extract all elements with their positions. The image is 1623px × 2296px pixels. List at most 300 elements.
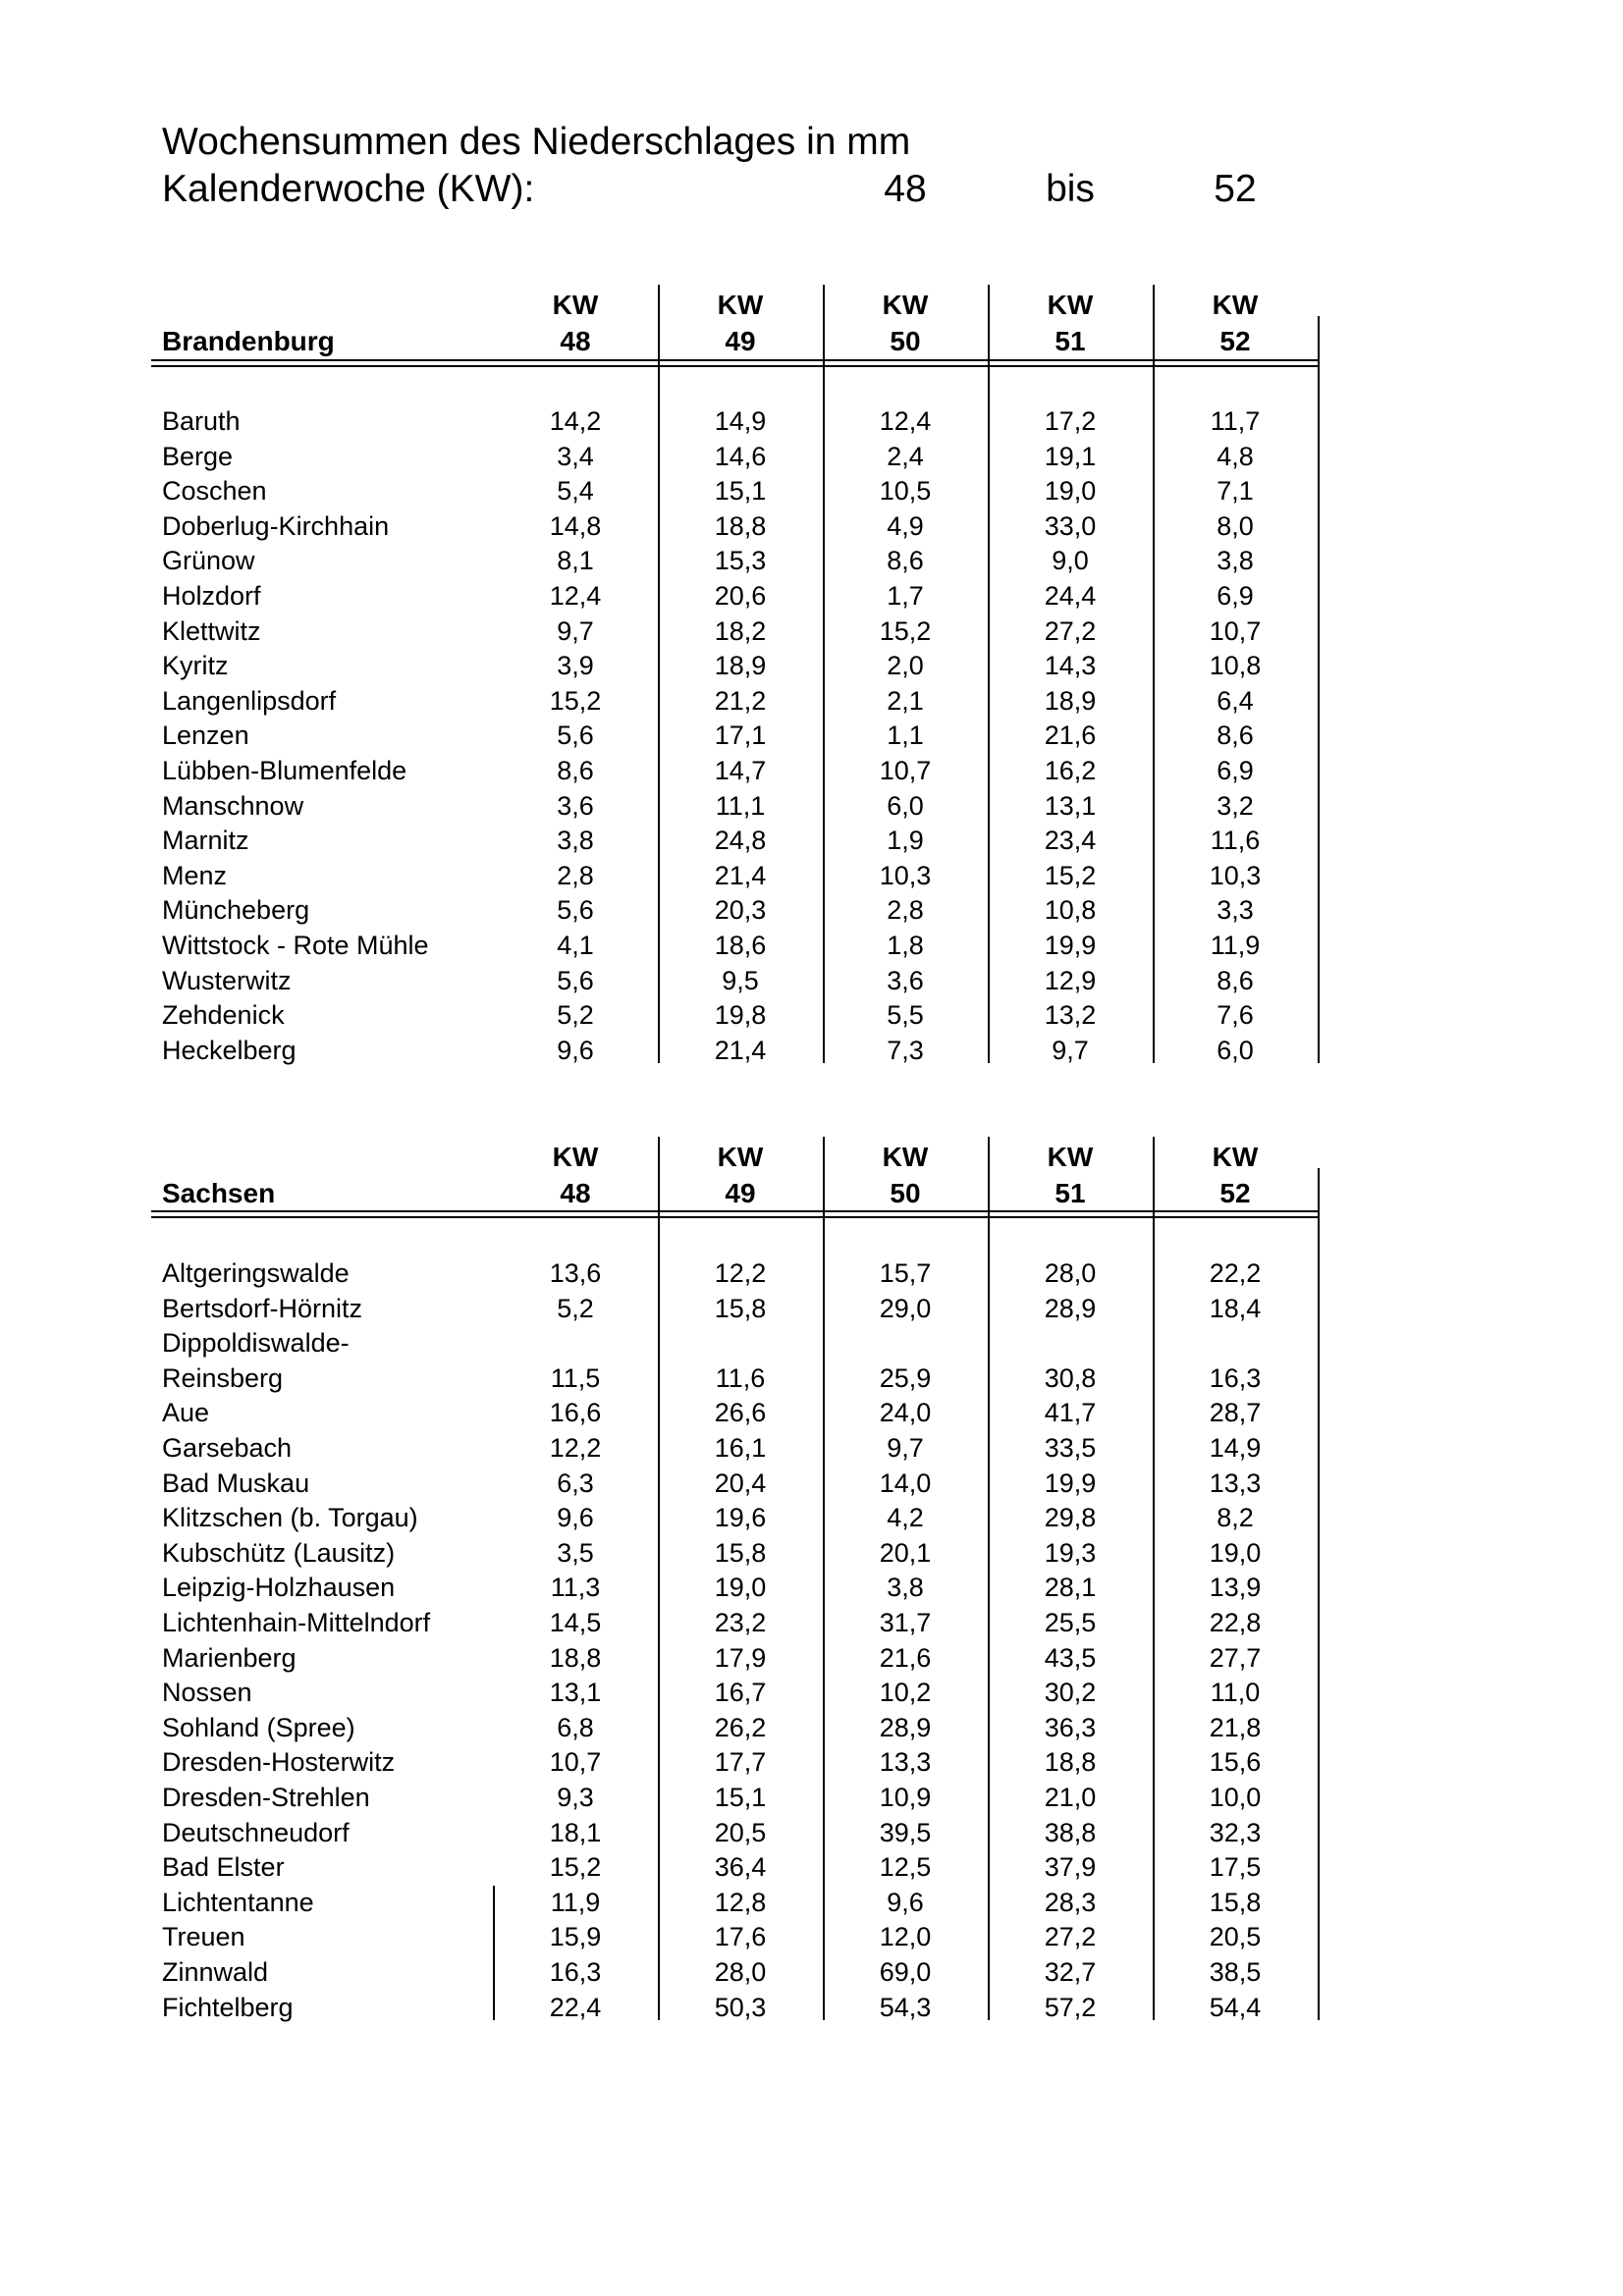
precipitation-value: 1,9 xyxy=(887,826,924,856)
table-row xyxy=(0,1641,1623,1675)
station-name: Leipzig-Holzhausen xyxy=(162,1573,396,1603)
precipitation-value: 8,6 xyxy=(1217,965,1254,995)
column-header-kw: KW xyxy=(882,290,929,320)
header-rule xyxy=(151,1216,1320,1218)
precipitation-value: 28,0 xyxy=(1044,1258,1097,1288)
table-row xyxy=(0,719,1623,752)
precipitation-value: 12,8 xyxy=(714,1887,767,1917)
precipitation-value: 20,6 xyxy=(714,581,767,611)
precipitation-value: 5,6 xyxy=(557,965,594,995)
table-row xyxy=(0,1920,1623,1953)
station-name: Berge xyxy=(162,441,234,471)
precipitation-value: 57,2 xyxy=(1044,1992,1097,2022)
table-row xyxy=(0,998,1623,1032)
table-row xyxy=(0,1326,1623,1360)
station-name: Bad Muskau xyxy=(162,1468,310,1498)
precipitation-value: 28,9 xyxy=(879,1712,932,1742)
precipitation-value: 10,3 xyxy=(1209,860,1262,890)
precipitation-value: 11,9 xyxy=(550,1887,601,1917)
precipitation-value: 15,2 xyxy=(549,1852,602,1883)
precipitation-value: 8,6 xyxy=(887,546,924,576)
station-name: Lenzen xyxy=(162,721,249,751)
station-name: Lichtentanne xyxy=(162,1887,314,1917)
table-row xyxy=(0,1745,1623,1779)
precipitation-value: 14,3 xyxy=(1044,651,1097,681)
precipitation-value: 10,9 xyxy=(879,1783,932,1812)
precipitation-value: 19,1 xyxy=(1044,441,1097,471)
precipitation-value: 12,4 xyxy=(549,581,602,611)
precipitation-value: 6,9 xyxy=(1217,756,1254,785)
precipitation-value: 26,2 xyxy=(714,1712,767,1742)
precipitation-value: 9,7 xyxy=(557,615,594,646)
precipitation-value: 15,7 xyxy=(879,1258,932,1288)
precipitation-value: 32,7 xyxy=(1044,1957,1097,1987)
precipitation-value: 7,6 xyxy=(1217,1000,1254,1031)
precipitation-value: 31,7 xyxy=(879,1608,932,1637)
table-row xyxy=(0,754,1623,787)
precipitation-value: 12,2 xyxy=(714,1258,767,1288)
precipitation-value: 22,4 xyxy=(549,1992,602,2022)
station-name: Aue xyxy=(162,1398,210,1428)
precipitation-value: 28,3 xyxy=(1044,1887,1097,1917)
table-row xyxy=(0,544,1623,577)
precipitation-value: 17,5 xyxy=(1209,1852,1262,1883)
table-row xyxy=(0,1467,1623,1500)
header-rule xyxy=(151,359,1320,361)
header-rule xyxy=(151,365,1320,367)
table-row xyxy=(0,1362,1623,1395)
station-name: Deutschneudorf xyxy=(162,1817,350,1847)
precipitation-value: 29,0 xyxy=(879,1293,932,1323)
precipitation-value: 20,1 xyxy=(879,1537,932,1568)
station-name: Doberlug-Kirchhain xyxy=(162,510,390,541)
precipitation-value: 11,0 xyxy=(1210,1678,1261,1708)
precipitation-value: 21,8 xyxy=(1209,1712,1262,1742)
table-row xyxy=(0,1955,1623,1989)
precipitation-value: 21,4 xyxy=(714,860,767,890)
station-name: Heckelberg xyxy=(162,1035,297,1065)
precipitation-value: 26,6 xyxy=(714,1398,767,1428)
precipitation-value: 6,8 xyxy=(557,1712,594,1742)
precipitation-value: 19,9 xyxy=(1044,931,1097,960)
station-name: Müncheberg xyxy=(162,895,310,926)
column-header-week: 52 xyxy=(1219,326,1251,356)
precipitation-value: 21,4 xyxy=(714,1035,767,1065)
precipitation-value: 6,4 xyxy=(1217,685,1254,716)
station-name: Lichtenhain-Mittelndorf xyxy=(162,1608,431,1637)
table-row xyxy=(0,1034,1623,1067)
precipitation-value: 5,6 xyxy=(557,721,594,751)
precipitation-value: 11,6 xyxy=(715,1362,766,1393)
table-row xyxy=(0,1571,1623,1604)
precipitation-value: 39,5 xyxy=(879,1817,932,1847)
column-header-week: 50 xyxy=(890,1178,921,1208)
station-name: Bertsdorf-Hörnitz xyxy=(162,1293,363,1323)
table-row xyxy=(0,1676,1623,1709)
precipitation-value: 21,6 xyxy=(1044,721,1097,751)
precipitation-value: 28,0 xyxy=(714,1957,767,1987)
precipitation-value: 13,1 xyxy=(1044,790,1097,821)
precipitation-value: 2,0 xyxy=(887,651,924,681)
precipitation-value: 9,5 xyxy=(722,965,759,995)
precipitation-value: 5,5 xyxy=(887,1000,924,1031)
precipitation-value: 12,9 xyxy=(1044,965,1097,995)
precipitation-value: 28,9 xyxy=(1044,1293,1097,1323)
precipitation-value: 1,7 xyxy=(887,581,924,611)
precipitation-value: 11,9 xyxy=(1210,931,1261,960)
precipitation-value: 11,7 xyxy=(1210,406,1261,436)
column-header-kw: KW xyxy=(882,1142,929,1172)
precipitation-value: 10,3 xyxy=(879,860,932,890)
precipitation-value: 4,9 xyxy=(887,510,924,541)
station-name: Garsebach xyxy=(162,1433,293,1463)
precipitation-value: 15,8 xyxy=(1209,1887,1262,1917)
precipitation-value: 8,1 xyxy=(557,546,594,576)
precipitation-value: 15,8 xyxy=(714,1293,767,1323)
period-from: 48 xyxy=(884,168,927,210)
station-name: Dippoldiswalde- xyxy=(162,1328,350,1359)
precipitation-value: 18,1 xyxy=(549,1817,602,1847)
precipitation-value: 12,2 xyxy=(549,1433,602,1463)
table-row xyxy=(0,1396,1623,1429)
precipitation-value: 38,8 xyxy=(1044,1817,1097,1847)
precipitation-value: 28,7 xyxy=(1209,1398,1262,1428)
precipitation-value: 6,9 xyxy=(1217,581,1254,611)
precipitation-value: 33,5 xyxy=(1044,1433,1097,1463)
table-row xyxy=(0,1991,1623,2024)
precipitation-value: 18,8 xyxy=(714,510,767,541)
precipitation-value: 21,6 xyxy=(879,1642,932,1673)
precipitation-value: 14,9 xyxy=(1209,1433,1262,1463)
precipitation-value: 50,3 xyxy=(714,1992,767,2022)
precipitation-value: 3,3 xyxy=(1217,895,1254,926)
precipitation-value: 19,6 xyxy=(714,1503,767,1533)
precipitation-value: 8,0 xyxy=(1217,510,1254,541)
precipitation-value: 20,5 xyxy=(1209,1922,1262,1952)
table-row xyxy=(0,649,1623,682)
precipitation-value: 9,3 xyxy=(557,1783,594,1812)
precipitation-value: 17,2 xyxy=(1044,406,1097,436)
precipitation-value: 38,5 xyxy=(1209,1957,1262,1987)
precipitation-value: 33,0 xyxy=(1044,510,1097,541)
precipitation-value: 2,8 xyxy=(887,895,924,926)
precipitation-value: 9,0 xyxy=(1052,546,1089,576)
table-row xyxy=(0,579,1623,613)
precipitation-value: 5,2 xyxy=(557,1000,594,1031)
header-rule xyxy=(151,1210,1320,1212)
table-row xyxy=(0,893,1623,927)
table-row xyxy=(0,1606,1623,1639)
precipitation-value: 15,2 xyxy=(879,615,932,646)
column-header-week: 48 xyxy=(560,326,591,356)
precipitation-value: 15,2 xyxy=(549,685,602,716)
station-name: Dresden-Hosterwitz xyxy=(162,1747,396,1778)
column-header-week: 49 xyxy=(725,326,756,356)
column-header-kw: KW xyxy=(717,1142,764,1172)
precipitation-value: 19,3 xyxy=(1044,1537,1097,1568)
precipitation-value: 12,5 xyxy=(879,1852,932,1883)
precipitation-value: 3,8 xyxy=(557,826,594,856)
precipitation-value: 18,9 xyxy=(1044,685,1097,716)
table-row xyxy=(0,789,1623,823)
precipitation-value: 4,8 xyxy=(1217,441,1254,471)
precipitation-value: 9,7 xyxy=(887,1433,924,1463)
precipitation-value: 9,6 xyxy=(887,1887,924,1917)
station-name: Manschnow xyxy=(162,790,304,821)
precipitation-value: 29,8 xyxy=(1044,1503,1097,1533)
precipitation-value: 10,0 xyxy=(1209,1783,1262,1812)
station-name: Dresden-Strehlen xyxy=(162,1783,370,1812)
station-name: Bad Elster xyxy=(162,1852,285,1883)
precipitation-value: 22,8 xyxy=(1209,1608,1262,1637)
precipitation-value: 18,6 xyxy=(714,931,767,960)
station-name: Klettwitz xyxy=(162,615,261,646)
precipitation-value: 9,6 xyxy=(557,1035,594,1065)
precipitation-value: 19,0 xyxy=(1209,1537,1262,1568)
precipitation-value: 6,0 xyxy=(887,790,924,821)
precipitation-value: 36,3 xyxy=(1044,1712,1097,1742)
precipitation-value: 10,8 xyxy=(1044,895,1097,926)
table-row xyxy=(0,1431,1623,1465)
station-name: Marienberg xyxy=(162,1642,297,1673)
precipitation-value: 43,5 xyxy=(1044,1642,1097,1673)
precipitation-value: 2,1 xyxy=(887,685,924,716)
precipitation-value: 30,8 xyxy=(1044,1362,1097,1393)
precipitation-value: 3,8 xyxy=(887,1573,924,1603)
precipitation-value: 15,6 xyxy=(1209,1747,1262,1778)
station-name: Holzdorf xyxy=(162,581,261,611)
precipitation-value: 10,7 xyxy=(549,1747,602,1778)
column-header-kw: KW xyxy=(1047,1142,1094,1172)
precipitation-value: 27,2 xyxy=(1044,615,1097,646)
precipitation-value: 3,6 xyxy=(557,790,594,821)
table-row xyxy=(0,1850,1623,1884)
period-label: Kalenderwoche (KW): xyxy=(162,168,535,210)
station-name: Altgeringswalde xyxy=(162,1258,350,1288)
station-name: Coschen xyxy=(162,476,267,507)
station-name: Kubschütz (Lausitz) xyxy=(162,1537,396,1568)
precipitation-value: 15,8 xyxy=(714,1537,767,1568)
precipitation-value: 54,3 xyxy=(879,1992,932,2022)
page-title: Wochensummen des Niederschlages in mm xyxy=(162,121,911,163)
station-name: Lübben-Blumenfelde xyxy=(162,756,407,785)
table-row xyxy=(0,1711,1623,1744)
precipitation-value: 16,3 xyxy=(549,1957,602,1987)
precipitation-value: 13,1 xyxy=(549,1678,602,1708)
precipitation-value: 17,6 xyxy=(714,1922,767,1952)
column-header-week: 50 xyxy=(890,326,921,356)
precipitation-value: 15,2 xyxy=(1044,860,1097,890)
station-name: Langenlipsdorf xyxy=(162,685,337,716)
precipitation-value: 19,9 xyxy=(1044,1468,1097,1498)
precipitation-value: 15,9 xyxy=(549,1922,602,1952)
precipitation-value: 17,7 xyxy=(714,1747,767,1778)
table-row xyxy=(0,824,1623,857)
precipitation-value: 12,0 xyxy=(879,1922,932,1952)
station-name: Treuen xyxy=(162,1922,245,1952)
precipitation-value: 5,2 xyxy=(557,1293,594,1323)
precipitation-value: 24,0 xyxy=(879,1398,932,1428)
precipitation-value: 14,2 xyxy=(549,406,602,436)
column-header-week: 49 xyxy=(725,1178,756,1208)
column-header-kw: KW xyxy=(552,1142,599,1172)
precipitation-value: 23,4 xyxy=(1044,826,1097,856)
precipitation-value: 23,2 xyxy=(714,1608,767,1637)
precipitation-value: 11,1 xyxy=(715,790,766,821)
precipitation-value: 3,8 xyxy=(1217,546,1254,576)
precipitation-value: 3,9 xyxy=(557,651,594,681)
precipitation-value: 19,0 xyxy=(1044,476,1097,507)
precipitation-value: 10,2 xyxy=(879,1678,932,1708)
table-row xyxy=(0,1536,1623,1570)
precipitation-value: 25,5 xyxy=(1044,1608,1097,1637)
station-name: Fichtelberg xyxy=(162,1992,294,2022)
section-title: Brandenburg xyxy=(162,326,335,356)
precipitation-value: 10,8 xyxy=(1209,651,1262,681)
station-name: Wittstock - Rote Mühle xyxy=(162,931,429,960)
column-header-kw: KW xyxy=(1212,290,1259,320)
precipitation-value: 11,5 xyxy=(550,1362,601,1393)
table-row xyxy=(0,1501,1623,1534)
precipitation-value: 14,5 xyxy=(549,1608,602,1637)
precipitation-value: 8,2 xyxy=(1217,1503,1254,1533)
station-name: Wusterwitz xyxy=(162,965,292,995)
table-row xyxy=(0,1816,1623,1849)
precipitation-value: 6,0 xyxy=(1217,1035,1254,1065)
table-row xyxy=(0,964,1623,997)
precipitation-value: 9,6 xyxy=(557,1503,594,1533)
precipitation-value: 4,1 xyxy=(557,931,594,960)
precipitation-value: 18,8 xyxy=(549,1642,602,1673)
precipitation-value: 1,8 xyxy=(887,931,924,960)
precipitation-value: 14,7 xyxy=(714,756,767,785)
table-row xyxy=(0,1886,1623,1919)
precipitation-value: 18,2 xyxy=(714,615,767,646)
precipitation-value: 22,2 xyxy=(1209,1258,1262,1288)
section-title: Sachsen xyxy=(162,1178,276,1208)
table-row xyxy=(0,859,1623,892)
column-header-week: 51 xyxy=(1055,326,1086,356)
precipitation-value: 14,9 xyxy=(714,406,767,436)
precipitation-value: 27,2 xyxy=(1044,1922,1097,1952)
precipitation-value: 28,1 xyxy=(1044,1573,1097,1603)
precipitation-value: 13,3 xyxy=(879,1747,932,1778)
precipitation-value: 17,1 xyxy=(714,721,767,751)
station-name: Nossen xyxy=(162,1678,252,1708)
precipitation-value: 11,3 xyxy=(550,1573,601,1603)
precipitation-value: 11,6 xyxy=(1210,826,1261,856)
precipitation-value: 16,7 xyxy=(714,1678,767,1708)
table-row xyxy=(0,404,1623,438)
table-row xyxy=(0,614,1623,648)
station-name: Menz xyxy=(162,860,228,890)
station-name: Marnitz xyxy=(162,826,249,856)
precipitation-value: 2,8 xyxy=(557,860,594,890)
station-name: Zehdenick xyxy=(162,1000,285,1031)
precipitation-value: 14,6 xyxy=(714,441,767,471)
table-row xyxy=(0,440,1623,473)
precipitation-value: 10,7 xyxy=(879,756,932,785)
precipitation-value: 7,1 xyxy=(1217,476,1254,507)
precipitation-value: 10,5 xyxy=(879,476,932,507)
precipitation-value: 20,4 xyxy=(714,1468,767,1498)
precipitation-value: 21,2 xyxy=(714,685,767,716)
precipitation-value: 25,9 xyxy=(879,1362,932,1393)
precipitation-value: 32,3 xyxy=(1209,1817,1262,1847)
precipitation-value: 3,6 xyxy=(887,965,924,995)
precipitation-value: 13,2 xyxy=(1044,1000,1097,1031)
station-name: Grünow xyxy=(162,546,255,576)
precipitation-value: 16,3 xyxy=(1209,1362,1262,1393)
precipitation-value: 19,8 xyxy=(714,1000,767,1031)
column-header-kw: KW xyxy=(717,290,764,320)
precipitation-value: 6,3 xyxy=(557,1468,594,1498)
precipitation-value: 17,9 xyxy=(714,1642,767,1673)
precipitation-value: 36,4 xyxy=(714,1852,767,1883)
precipitation-value: 3,5 xyxy=(557,1537,594,1568)
precipitation-value: 14,0 xyxy=(879,1468,932,1498)
column-header-kw: KW xyxy=(1212,1142,1259,1172)
precipitation-value: 54,4 xyxy=(1209,1992,1262,2022)
precipitation-value: 41,7 xyxy=(1044,1398,1097,1428)
precipitation-value: 16,2 xyxy=(1044,756,1097,785)
precipitation-value: 18,4 xyxy=(1209,1293,1262,1323)
column-header-week: 48 xyxy=(560,1178,591,1208)
station-name: Zinnwald xyxy=(162,1957,269,1987)
precipitation-value: 19,0 xyxy=(714,1573,767,1603)
precipitation-value: 20,5 xyxy=(714,1817,767,1847)
precipitation-value: 16,1 xyxy=(714,1433,767,1463)
precipitation-value: 18,9 xyxy=(714,651,767,681)
precipitation-value: 8,6 xyxy=(1217,721,1254,751)
precipitation-value: 13,6 xyxy=(549,1258,602,1288)
precipitation-value: 69,0 xyxy=(879,1957,932,1987)
station-name: Klitzschen (b. Torgau) xyxy=(162,1503,418,1533)
precipitation-value: 5,4 xyxy=(557,476,594,507)
precipitation-value: 10,7 xyxy=(1209,615,1262,646)
precipitation-value: 13,3 xyxy=(1209,1468,1262,1498)
column-header-week: 52 xyxy=(1219,1178,1251,1208)
table-row xyxy=(0,929,1623,962)
precipitation-value: 5,6 xyxy=(557,895,594,926)
precipitation-value: 3,2 xyxy=(1217,790,1254,821)
precipitation-value: 7,3 xyxy=(887,1035,924,1065)
station-name: Kyritz xyxy=(162,651,229,681)
table-row xyxy=(0,1292,1623,1325)
period-to: 52 xyxy=(1214,168,1257,210)
station-name: Sohland (Spree) xyxy=(162,1712,355,1742)
precipitation-value: 4,2 xyxy=(887,1503,924,1533)
period-bis: bis xyxy=(1046,168,1095,210)
precipitation-value: 20,3 xyxy=(714,895,767,926)
precipitation-value: 1,1 xyxy=(887,721,924,751)
precipitation-value: 15,1 xyxy=(714,1783,767,1812)
precipitation-value: 15,3 xyxy=(714,546,767,576)
column-header-kw: KW xyxy=(1047,290,1094,320)
table-row xyxy=(0,1781,1623,1814)
precipitation-value: 3,4 xyxy=(557,441,594,471)
column-header-week: 51 xyxy=(1055,1178,1086,1208)
precipitation-value: 8,6 xyxy=(557,756,594,785)
precipitation-value: 9,7 xyxy=(1052,1035,1089,1065)
precipitation-value: 37,9 xyxy=(1044,1852,1097,1883)
table-row xyxy=(0,1256,1623,1290)
precipitation-value: 24,8 xyxy=(714,826,767,856)
precipitation-value: 18,8 xyxy=(1044,1747,1097,1778)
precipitation-value: 12,4 xyxy=(879,406,932,436)
precipitation-value: 24,4 xyxy=(1044,581,1097,611)
table-row xyxy=(0,684,1623,718)
